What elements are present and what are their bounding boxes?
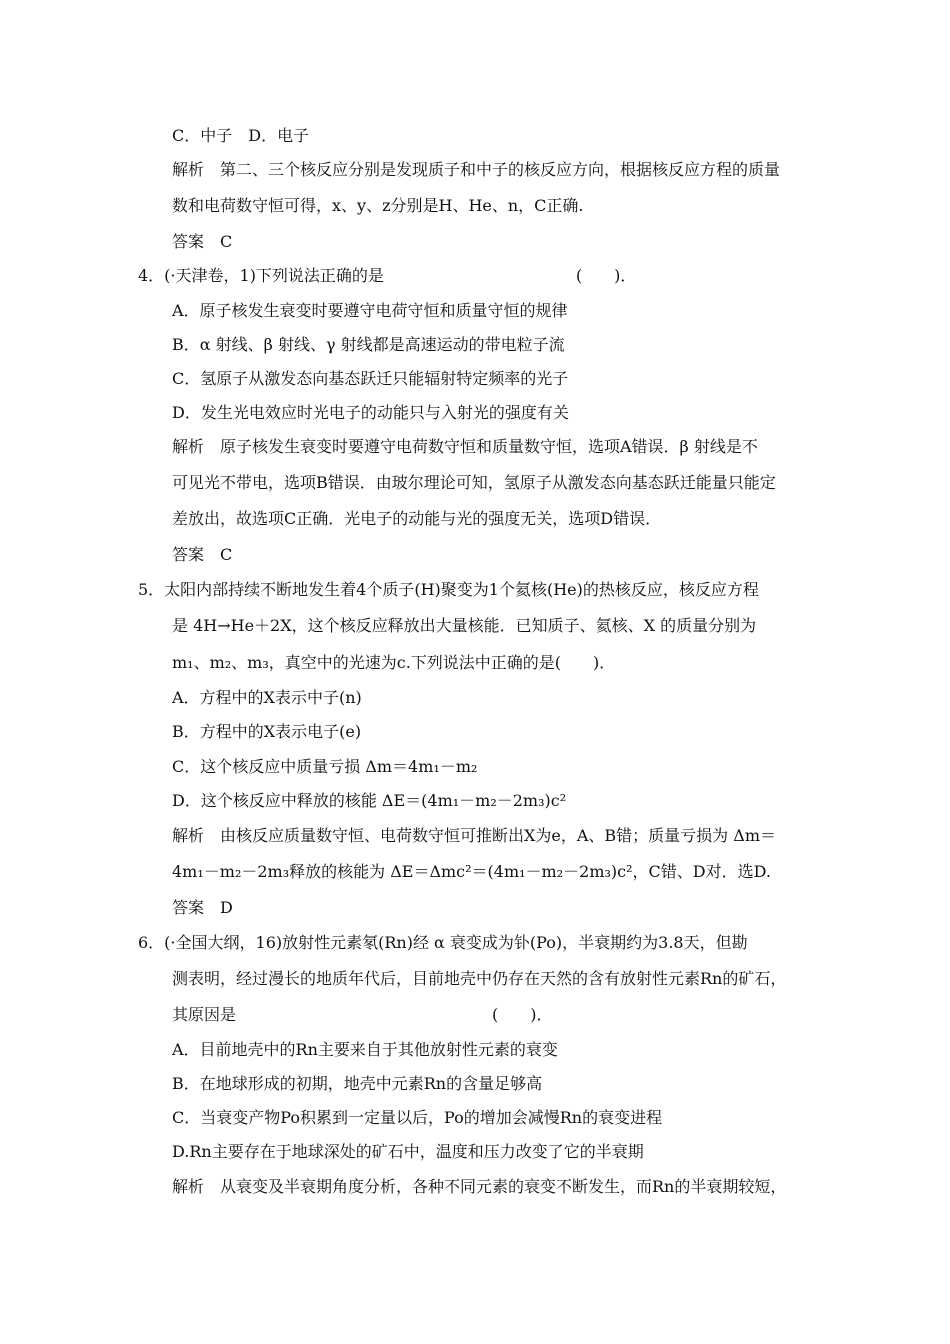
question-stem: 6．(·全国大纲，16)放射性元素氡(Rn)经 α 衰变成为钋(Po)，半衰期约为3.8天，但勘 xyxy=(138,933,748,952)
option: A．目前地壳中的Rn主要来自于其他放射性元素的衰变 xyxy=(172,1040,558,1059)
question-stem: 5．太阳内部持续不断地发生着4个质子(H)聚变为1个氦核(He)的热核反应，核反应方程 xyxy=(138,580,759,599)
text-line: 4m₁－m₂－2m₃释放的核能为 ΔE＝Δmc²＝(4m₁－m₂－2m₃)c²，C错、D对．选D. xyxy=(172,862,771,881)
text-line: 数和电荷数守恒可得，x、y、z分别是H、He、n，C正确. xyxy=(172,196,584,215)
text-line: 答案 C xyxy=(172,545,233,564)
text-line: m₁、m₂、m₃，真空中的光速为c.下列说法中正确的是( )． xyxy=(172,653,616,672)
option: C．氢原子从激发态向基态跃迁只能辐射特定频率的光子 xyxy=(172,369,569,388)
option: B．α 射线、β 射线、γ 射线都是高速运动的带电粒子流 xyxy=(172,335,565,354)
option: B．方程中的X表示电子(e) xyxy=(172,722,362,741)
text-line: 测表明，经过漫长的地质年代后，目前地壳中仍存在天然的含有放射性元素Rn的矿石， xyxy=(172,969,787,988)
option: D.Rn主要存在于地球深处的矿石中，温度和压力改变了它的半衰期 xyxy=(172,1142,644,1161)
text-line: 其原因是 ( )． xyxy=(172,1005,553,1024)
text-line: 解析 从衰变及半衰期角度分析，各种不同元素的衰变不断发生，而Rn的半衰期较短， xyxy=(172,1177,787,1196)
option: B．在地球形成的初期，地壳中元素Rn的含量足够高 xyxy=(172,1074,543,1093)
text-line: C．中子 D．电子 xyxy=(172,126,310,145)
option: D．这个核反应中释放的核能 ΔE＝(4m₁－m₂－2m₃)c² xyxy=(172,791,567,810)
question-stem: 4．(·天津卷，1)下列说法正确的是 ( )． xyxy=(138,266,637,285)
option: D．发生光电效应时光电子的动能只与入射光的强度有关 xyxy=(172,403,569,422)
text-line: 解析 由核反应质量数守恒、电荷数守恒可推断出X为e，A、B错；质量亏损为 Δm＝ xyxy=(172,826,776,845)
text-line: 答案 D xyxy=(172,898,233,917)
text-line: 可见光不带电，选项B错误．由玻尔理论可知，氢原子从激发态向基态跃迁能量只能定 xyxy=(172,473,776,492)
text-line: 是 4H→He＋2X，这个核反应释放出大量核能．已知质子、氦核、X 的质量分别为 xyxy=(172,616,757,635)
text-line: 解析 原子核发生衰变时要遵守电荷数守恒和质量数守恒，选项A错误．β 射线是不 xyxy=(172,437,758,456)
option: A．原子核发生衰变时要遵守电荷守恒和质量守恒的规律 xyxy=(172,301,568,320)
text-line: 差放出，故选项C正确．光电子的动能与光的强度无关，选项D错误． xyxy=(172,509,662,528)
option: C．这个核反应中质量亏损 Δm＝4m₁－m₂ xyxy=(172,757,478,776)
text-line: 解析 第二、三个核反应分别是发现质子和中子的核反应方向，根据核反应方程的质量 xyxy=(172,160,781,179)
option: C．当衰变产物Po积累到一定量以后，Po的增加会减慢Rn的衰变进程 xyxy=(172,1108,663,1127)
text-line: 答案 C xyxy=(172,232,233,251)
option: A．方程中的X表示中子(n) xyxy=(172,688,362,707)
